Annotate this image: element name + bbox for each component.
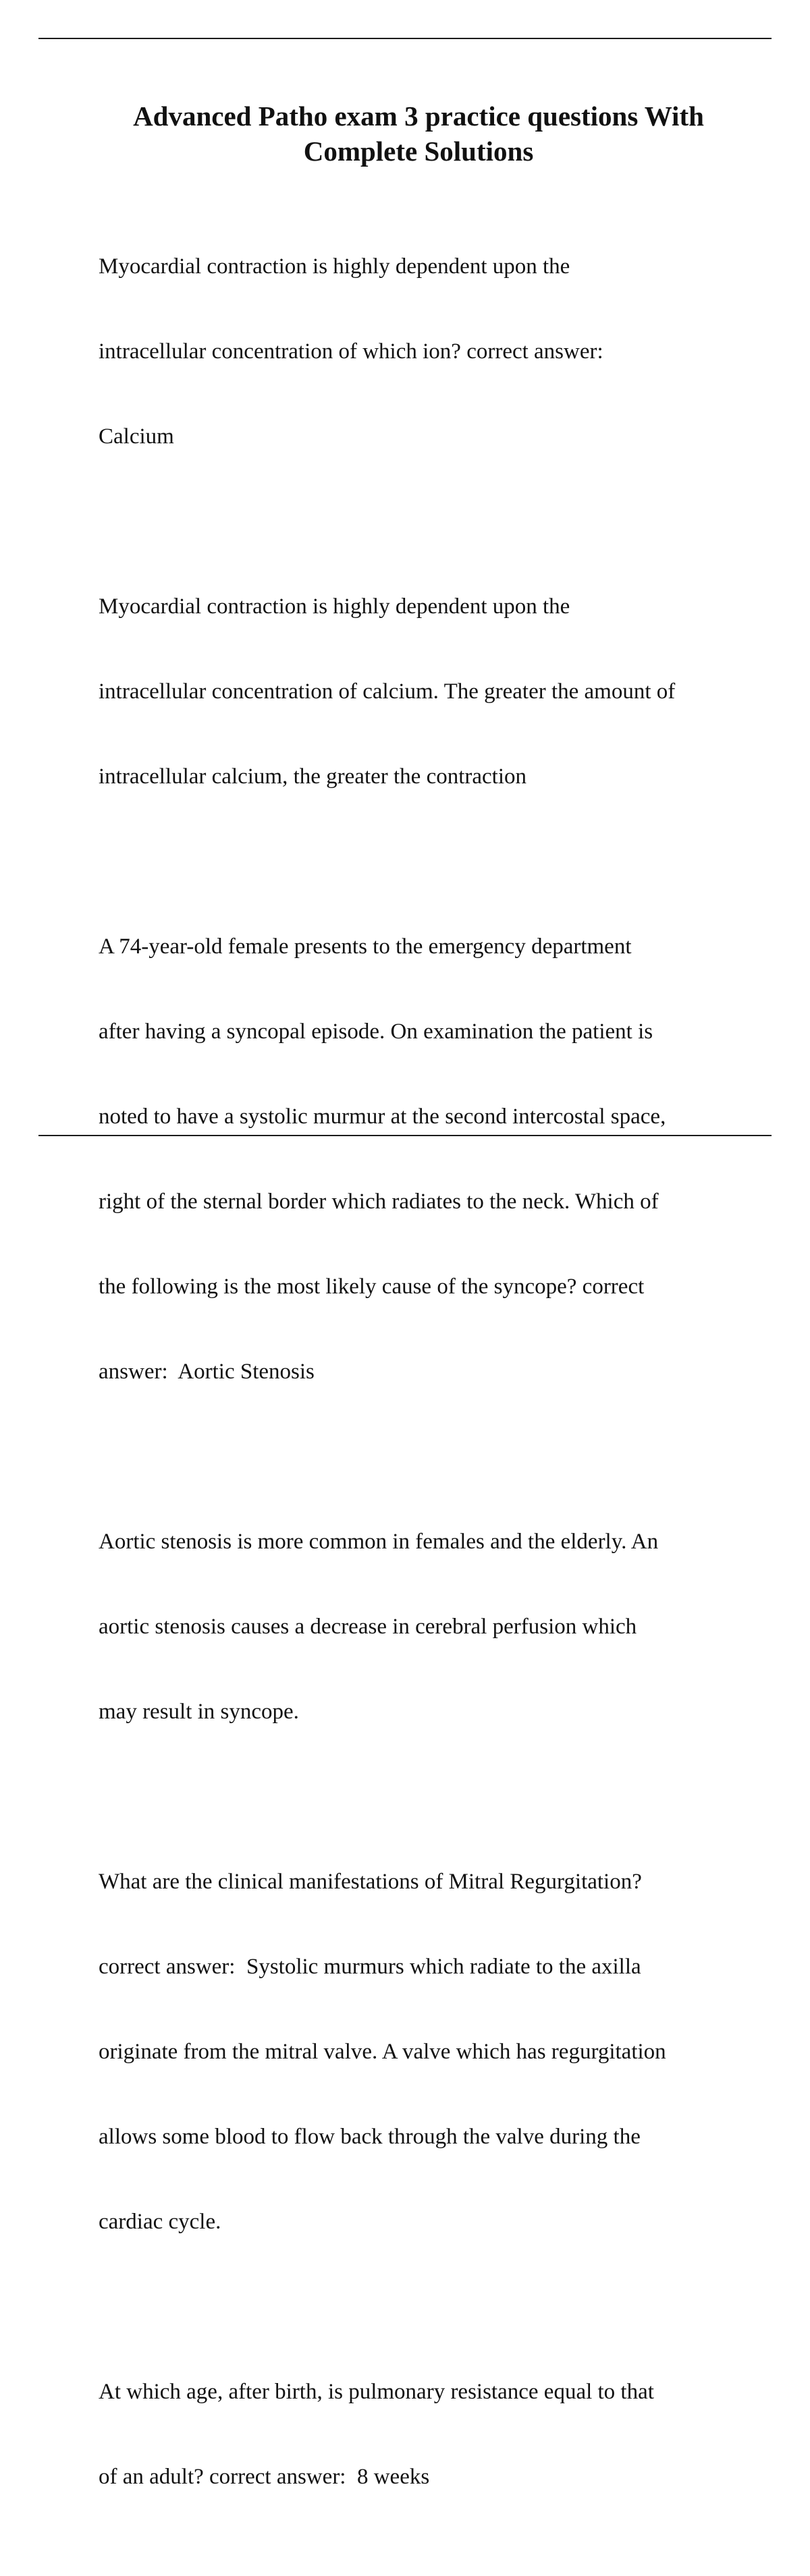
text-line: right of the sternal border which radiates to the neck. Which of [99,1189,659,1214]
paragraph-explanation-1 [99,536,774,847]
document-title [68,99,770,169]
document-body [99,196,774,2576]
text-line: of an adult? correct answer: 8 weeks [99,2465,430,2489]
text-line: may result in syncope. [99,1700,299,1724]
title-line-2: Complete Solutions [303,136,534,167]
text-line: originate from the mitral valve. A valve which has regurgitation [99,2040,666,2064]
text-line: answer: Aortic Stenosis [99,1360,315,1384]
text-line: Aortic stenosis is more common in females and the elderly. An [99,1530,659,1554]
text-line: Myocardial contraction is highly dependent upon the [99,254,570,279]
text-line: Myocardial contraction is highly dependent upon the [99,594,570,619]
paragraph-question-1 [99,196,774,507]
paragraph-question-2 [99,876,774,1443]
header-rule [38,38,772,39]
text-line: What are the clinical manifestations of Mitral Regurgitation? [99,1870,642,1894]
text-line: intracellular calcium, the greater the contraction [99,764,527,789]
text-line: correct answer: Systolic murmurs which radiate to the axilla [99,1955,641,1979]
text-line: cardiac cycle. [99,2210,221,2234]
footer-rule [38,1135,772,1136]
text-line: after having a syncopal episode. On examination the patient is [99,1019,653,1044]
paragraph-question-3 [99,1811,774,2293]
text-line: A 74-year-old female presents to the emergency department [99,934,632,959]
title-line-1: Advanced Patho exam 3 practice questions With [133,101,704,132]
text-line: allows some blood to flow back through the valve during the [99,2125,641,2149]
paragraph-explanation-2 [99,1471,774,1783]
text-line: intracellular concentration of calcium. The greater the amount of [99,679,676,704]
text-line: noted to have a systolic murmur at the second intercostal space, [99,1104,666,1129]
text-line: aortic stenosis causes a decrease in cerebral perfusion which [99,1615,637,1639]
text-line: the following is the most likely cause of the syncope? correct [99,1275,645,1299]
text-line: At which age, after birth, is pulmonary resistance equal to that [99,2380,654,2404]
text-line: intracellular concentration of which ion? correct answer: [99,339,603,364]
text-line: Calcium [99,424,174,449]
paragraph-question-4 [99,2321,774,2548]
